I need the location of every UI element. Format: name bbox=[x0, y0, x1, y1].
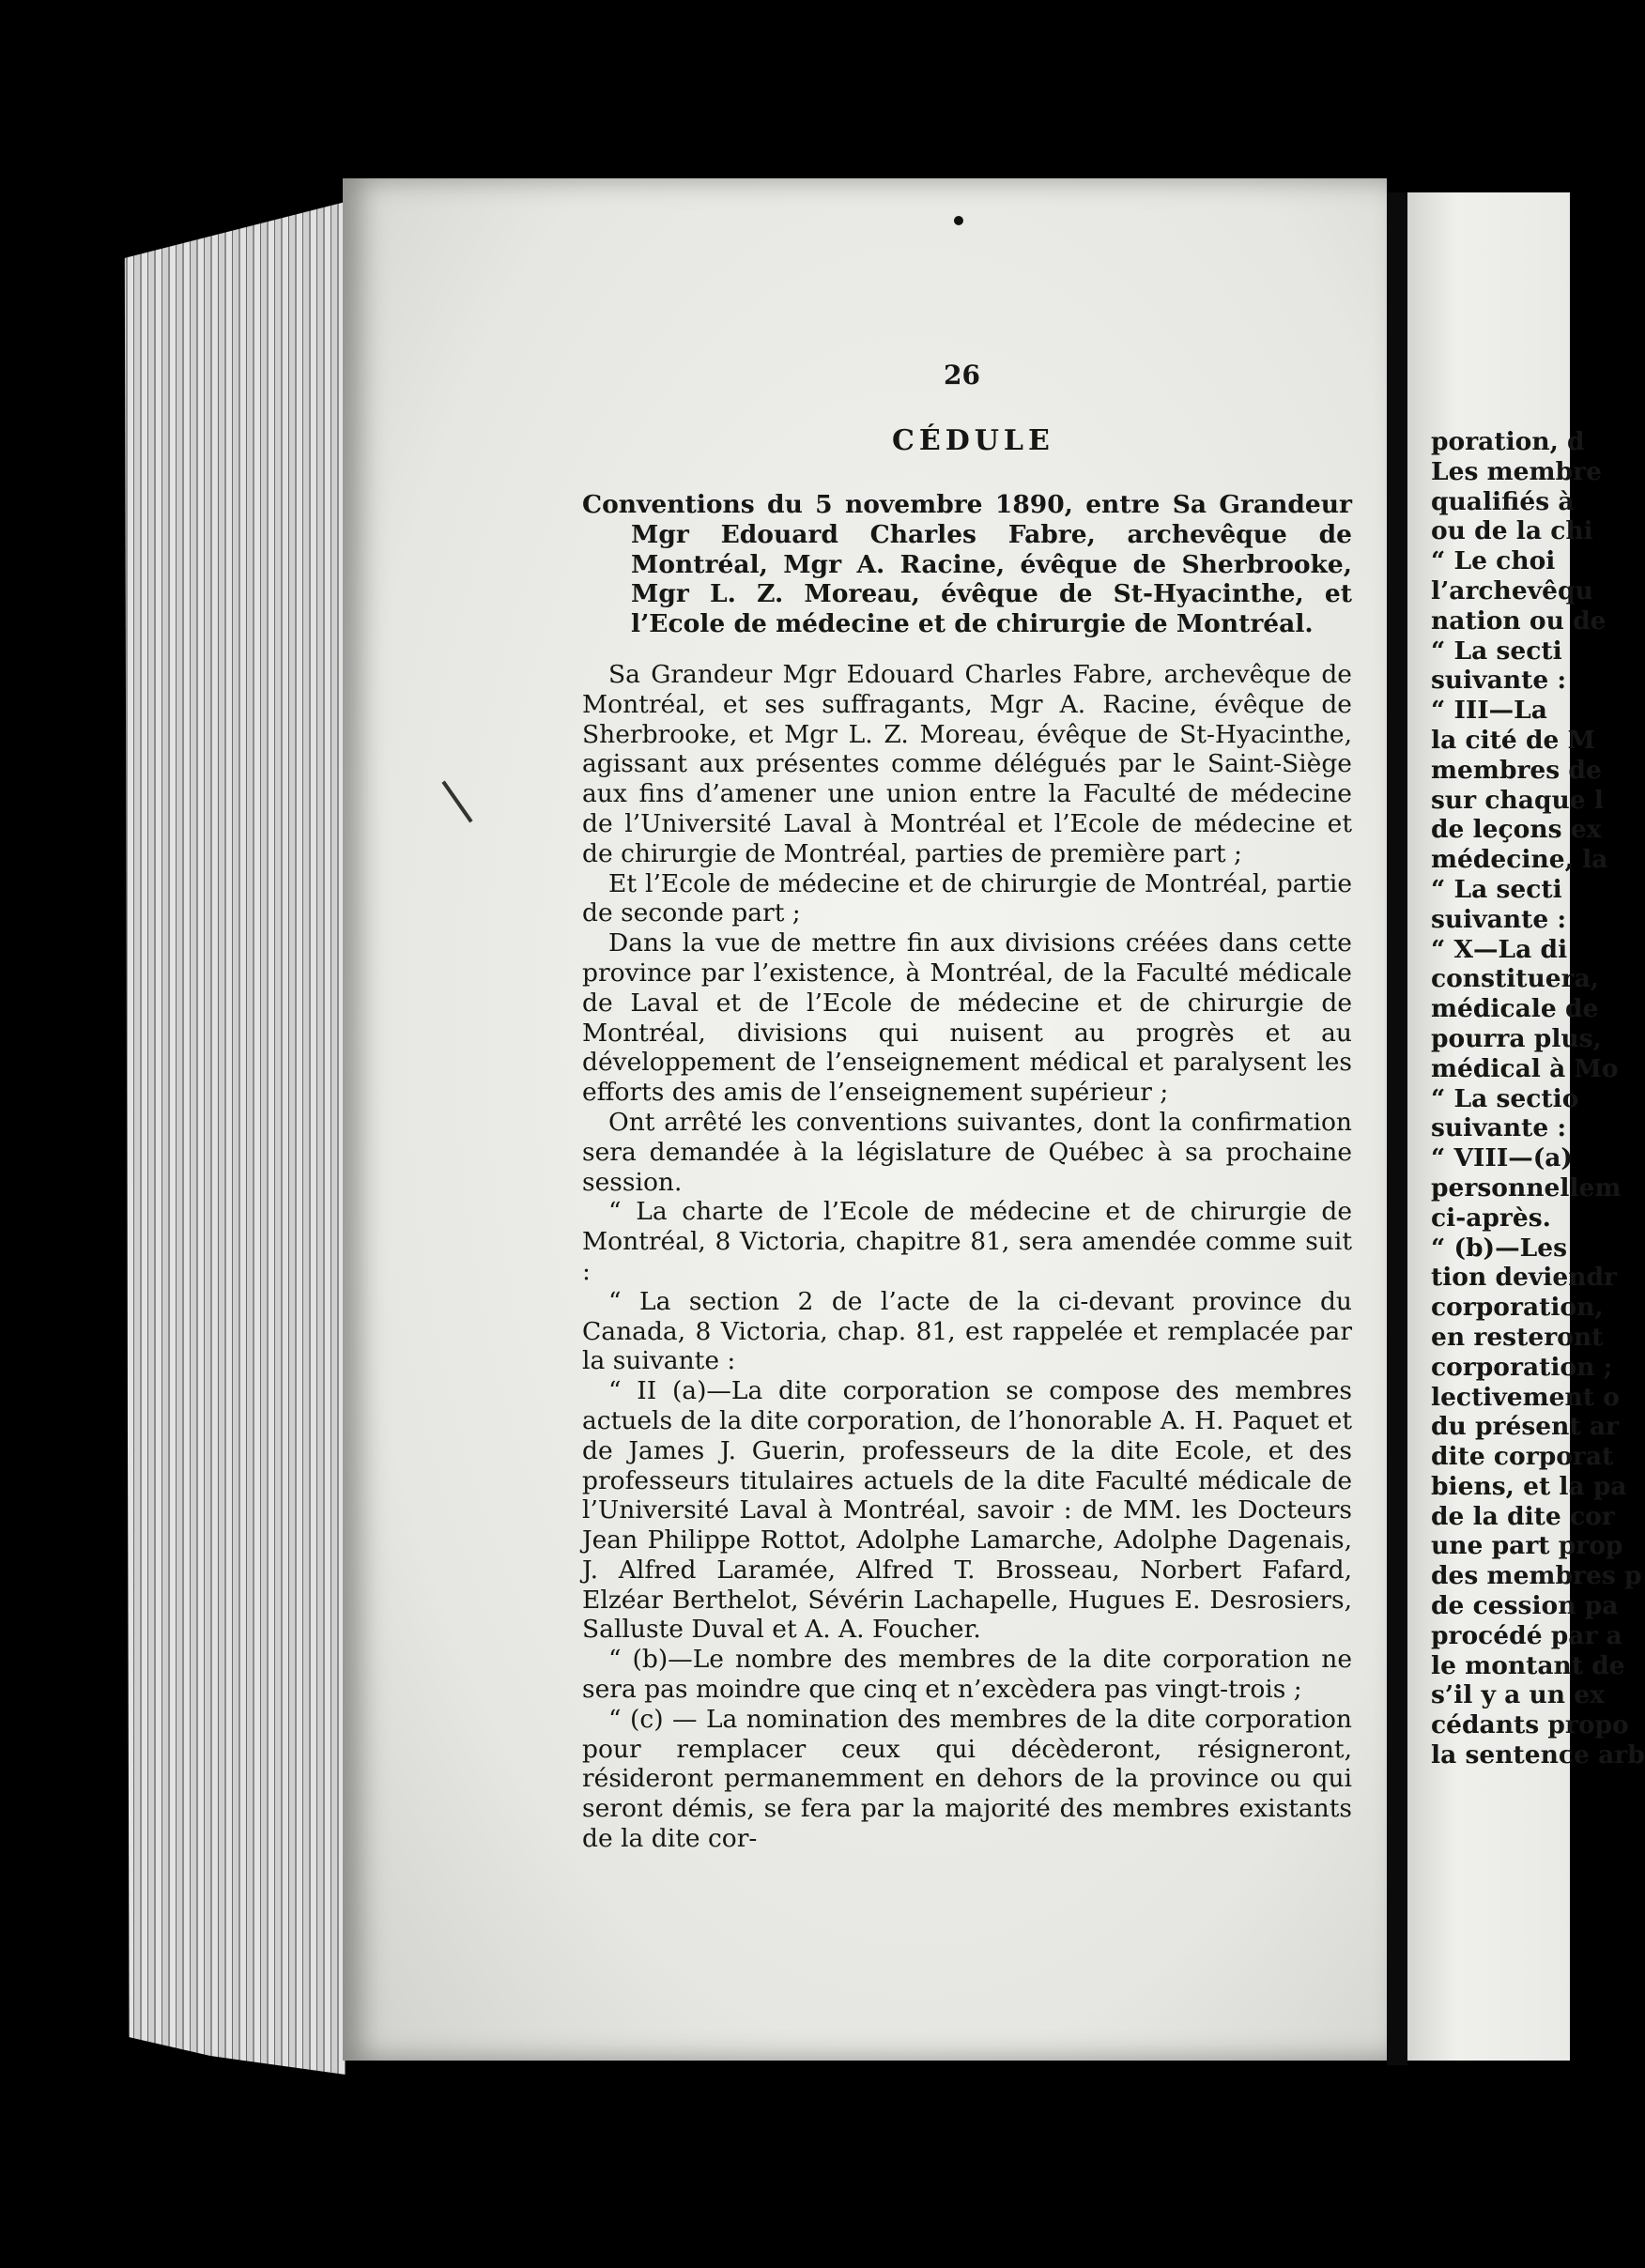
right-line: “ La sectio bbox=[1431, 1083, 1579, 1113]
right-line: “ La secti bbox=[1431, 874, 1562, 904]
right-line: du présent ar bbox=[1431, 1412, 1620, 1442]
right-line: le montant de bbox=[1431, 1650, 1625, 1680]
paragraph: “ (b)—Le nombre des membres de la dite corporation ne sera pas moindre que cinq et n’excèdera pas vingt-trois ; bbox=[582, 1645, 1352, 1705]
right-line: médical à Mo bbox=[1431, 1053, 1619, 1083]
paragraph: “ La charte de l’Ecole de médecine et de chirurgie de Montréal, 8 Victoria, chapitre 81, sera amendée comme suit : bbox=[582, 1197, 1352, 1286]
main-text-column bbox=[582, 490, 1352, 1854]
right-line: de cession pa bbox=[1431, 1591, 1619, 1621]
right-line: suivante : bbox=[1431, 666, 1567, 696]
right-line: pourra plus, bbox=[1431, 1023, 1602, 1053]
right-line: constituera, bbox=[1431, 964, 1600, 994]
right-line: s’il y a un ex bbox=[1431, 1680, 1605, 1710]
right-line: suivante : bbox=[1431, 904, 1567, 934]
right-line: sur chaque l bbox=[1431, 785, 1604, 815]
right-line: cédants propo bbox=[1431, 1710, 1629, 1740]
right-line: corporation, bbox=[1431, 1293, 1604, 1323]
paragraph: Dans la vue de mettre fin aux divisions créées dans cette province par l’existence, à Montréal, de la Faculté médicale de Laval et de l’Ecole de médecine et de chirurgie de Montréal, divisions qui nuisent au progrès et au développement de l’enseignement médical et paralysent les efforts des amis de l’enseignement supérieur ; bbox=[582, 928, 1352, 1108]
right-line: lectivement o bbox=[1431, 1382, 1620, 1412]
paragraph: Et l’Ecole de médecine et de chirurgie de Montréal, partie de seconde part ; bbox=[582, 868, 1352, 928]
right-line: ou de la chi bbox=[1431, 516, 1593, 546]
page-number: 26 bbox=[944, 360, 980, 391]
book-gutter bbox=[1387, 192, 1407, 2065]
right-line: procédé par a bbox=[1431, 1620, 1622, 1650]
right-line: nation ou de bbox=[1431, 605, 1607, 636]
page-heading: CÉDULE bbox=[892, 424, 1054, 457]
right-line: dite corporat bbox=[1431, 1442, 1614, 1472]
right-page-text bbox=[1431, 427, 1645, 1770]
right-line: “ VIII—(a) bbox=[1431, 1143, 1573, 1173]
paragraph: “ (c) — La nomination des membres de la dite corporation pour remplacer ceux qui décèderont, résigneront, résideront permanemment en dehors de la province ou qui seront démis, se fera par la majorité des membres existants de la dite cor- bbox=[582, 1704, 1352, 1854]
paragraph: Ont arrêté les conventions suivantes, dont la confirmation sera demandée à la législature de Québec à sa prochaine session. bbox=[582, 1107, 1352, 1197]
right-line: “ X—La di bbox=[1431, 934, 1568, 964]
right-line: “ Le choi bbox=[1431, 546, 1556, 576]
right-line: médicale de bbox=[1431, 994, 1599, 1024]
right-line: une part prop bbox=[1431, 1531, 1623, 1561]
right-line: personnellem bbox=[1431, 1172, 1622, 1203]
right-line: la sentence arb bbox=[1431, 1740, 1645, 1770]
right-line: en resteront bbox=[1431, 1322, 1604, 1352]
ink-spot bbox=[954, 216, 963, 225]
right-line: médecine, la bbox=[1431, 845, 1608, 875]
right-line: de la dite cor bbox=[1431, 1501, 1615, 1531]
paragraph: Sa Grandeur Mgr Edouard Charles Fabre, archevêque de Montréal, et ses suffragants, Mgr A. Racine, évêque de Sherbrooke, et Mgr L. Z. Moreau, évêque de St-Hyacinthe, agissant aux présentes comme délégués par le Saint-Siège aux fins d’amener une union entre la Faculté de médecine de l’Université Laval à Montréal et l’Ecole de médecine et de chirurgie de Montréal, parties de première part ; bbox=[582, 659, 1352, 868]
convention-title: Conventions du 5 novembre 1890, entre Sa Grandeur Mgr Edouard Charles Fabre, archevêque de Montréal, Mgr A. Racine, évêque de Sherbrooke, Mgr L. Z. Moreau, évêque de St-Hyacinthe, et l’Ecole de médecine et de chirurgie de Montréal. bbox=[582, 490, 1352, 639]
right-line: qualifiés à bbox=[1431, 486, 1575, 516]
book-page-edges bbox=[120, 202, 346, 2075]
paragraph: “ II (a)—La dite corporation se compose des membres actuels de la dite corporation, de l’honorable A. H. Paquet et de James J. Guerin, professeurs de la dite Ecole, et des professeurs titulaires actuels de la dite Faculté médicale de l’Université Laval à Montréal, savoir : de MM. les Docteurs Jean Philippe Rottot, Adolphe Lamarche, Adolphe Dagenais, J. Alfred Laramée, Alfred T. Brosseau, Norbert Fafard, Elzéar Berthelot, Sévérin Lachapelle, Hugues E. Desrosiers, Salluste Duval et A. A. Foucher. bbox=[582, 1376, 1352, 1645]
right-line: biens, et la pa bbox=[1431, 1471, 1627, 1501]
right-line: “ (b)—Les bbox=[1431, 1233, 1567, 1263]
right-line: “ III—La bbox=[1431, 696, 1547, 726]
right-line: Les membre bbox=[1431, 456, 1602, 486]
right-line: membres de bbox=[1431, 755, 1602, 785]
right-line: tion deviendr bbox=[1431, 1263, 1617, 1293]
right-line: l’archevêqu bbox=[1431, 575, 1593, 605]
right-line: la cité de M bbox=[1431, 725, 1595, 755]
right-line: des membres p bbox=[1431, 1561, 1642, 1591]
right-line: corporation ; bbox=[1431, 1352, 1613, 1382]
right-line: “ La secti bbox=[1431, 636, 1562, 666]
right-line: poration, d bbox=[1431, 427, 1585, 456]
right-line: de leçons ex bbox=[1431, 815, 1602, 845]
paragraph: “ La section 2 de l’acte de la ci-devant province du Canada, 8 Victoria, chap. 81, est rappelée et remplacée par la suivante : bbox=[582, 1286, 1352, 1376]
right-line: suivante : bbox=[1431, 1113, 1567, 1143]
right-line: ci-après. bbox=[1431, 1203, 1551, 1233]
